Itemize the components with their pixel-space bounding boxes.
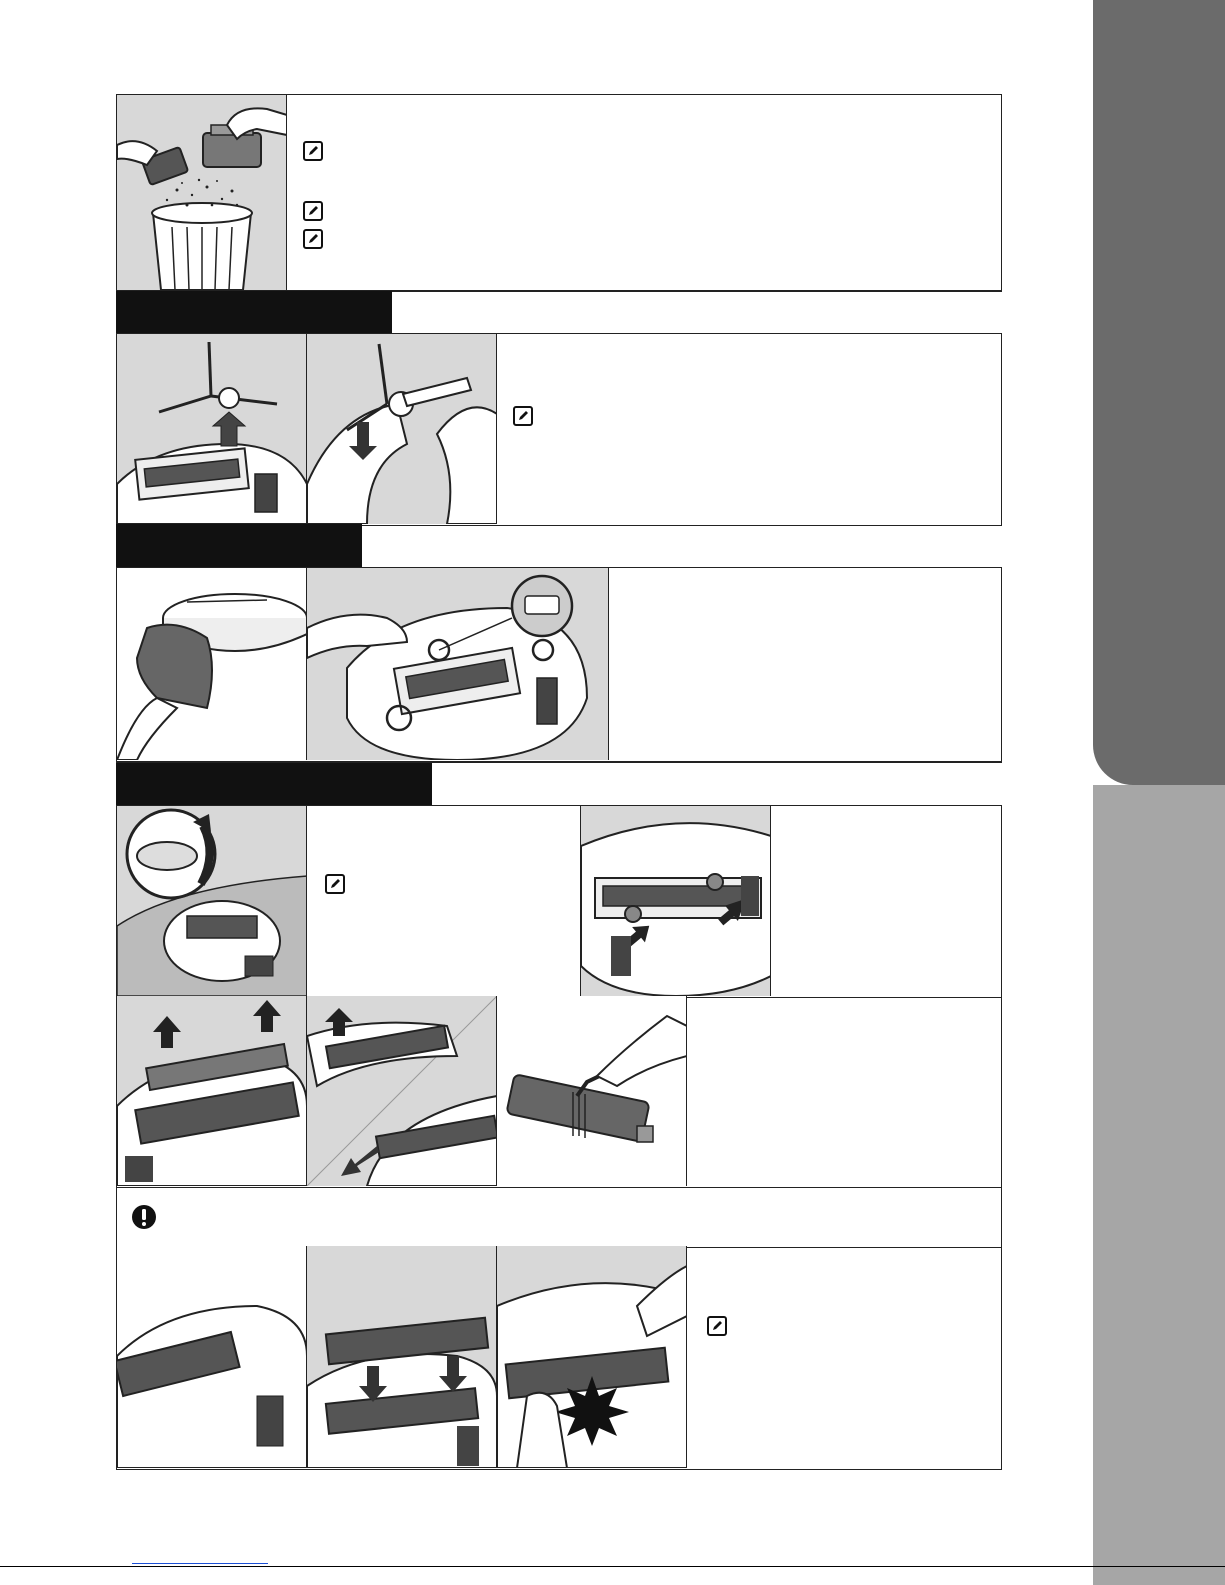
page-bottom-rule xyxy=(0,1566,1225,1567)
brush-figure-remove-brush xyxy=(307,996,497,1186)
brush-figure-lift-cover xyxy=(117,996,307,1186)
pencil-note-icon xyxy=(303,229,323,249)
dustbin-row xyxy=(116,94,1002,292)
section-header-sensor-window xyxy=(116,524,1002,568)
chapter-tab-active xyxy=(1093,0,1225,785)
chapter-tab-inactive xyxy=(1093,785,1225,1585)
caution-row xyxy=(116,1186,1002,1248)
pencil-note-icon xyxy=(325,874,345,894)
brush-figure-reinsert-brush xyxy=(117,1246,307,1468)
exclamation-icon xyxy=(131,1204,157,1230)
brush-row-1 xyxy=(116,806,1002,998)
sensor-row xyxy=(116,568,1002,762)
side-brush-figure-2 xyxy=(307,334,497,524)
brush-figure-flip xyxy=(117,806,307,996)
brush-figure-clean-roller xyxy=(497,996,687,1186)
section-header-brush xyxy=(116,762,1002,806)
pencil-note-icon xyxy=(303,201,323,221)
footer-link[interactable] xyxy=(132,1552,268,1564)
pencil-note-icon xyxy=(707,1316,727,1336)
brush-text-1 xyxy=(307,806,581,996)
section-header-side-brush xyxy=(116,290,1002,334)
side-brush-figure-1 xyxy=(117,334,307,524)
brush-figure-release-tabs xyxy=(581,806,771,996)
brush-row-2 xyxy=(116,996,1002,1188)
sensor-figure-2 xyxy=(307,568,609,760)
brush-figure-click-in xyxy=(497,1246,687,1468)
side-brush-row xyxy=(116,334,1002,526)
section-title xyxy=(116,763,432,805)
pencil-note-icon xyxy=(303,141,323,161)
pencil-note-icon xyxy=(513,406,533,426)
section-title xyxy=(116,524,362,567)
sensor-figure-1 xyxy=(117,568,307,760)
brush-row-3 xyxy=(116,1246,1002,1470)
dustbin-figure xyxy=(117,95,287,290)
brush-figure-reattach-cover xyxy=(307,1246,497,1468)
section-title xyxy=(116,291,392,333)
